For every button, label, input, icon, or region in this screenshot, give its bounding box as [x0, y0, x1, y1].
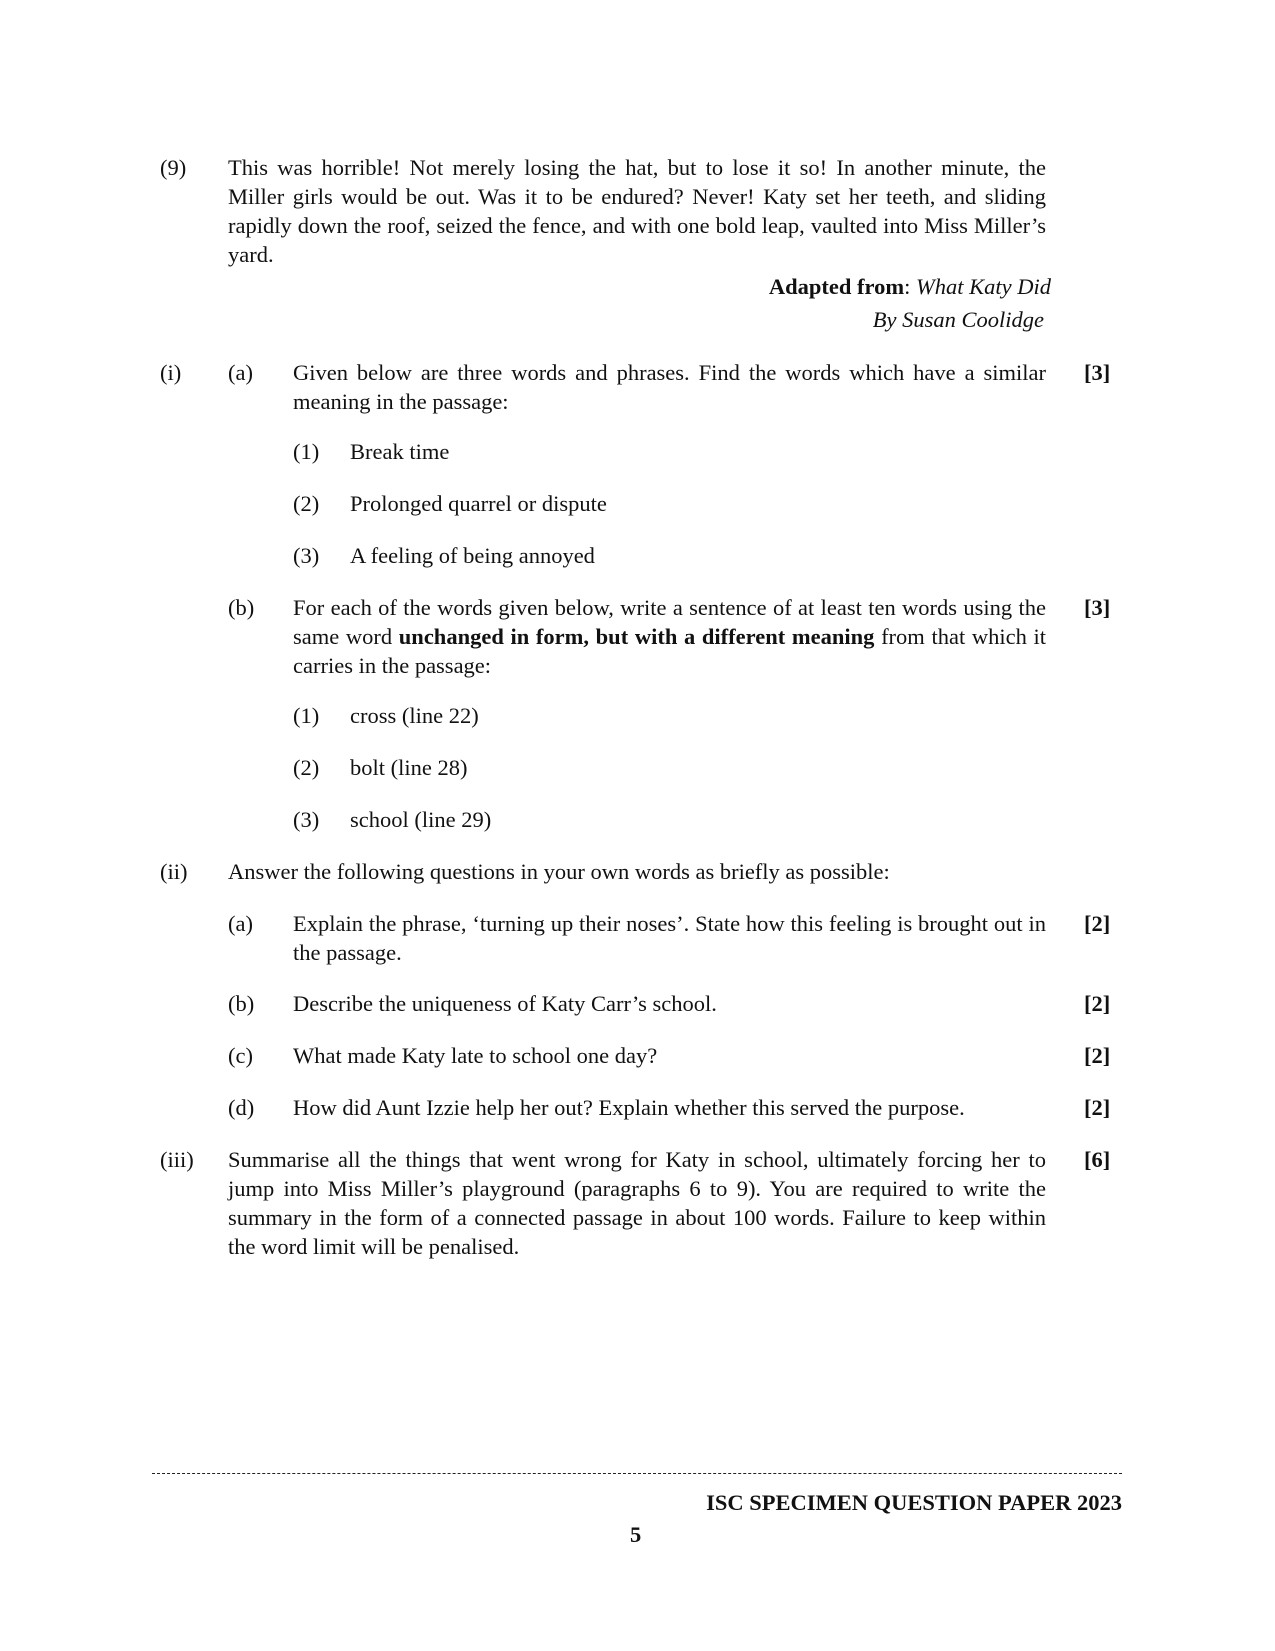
marks: [2] — [1084, 1095, 1111, 1120]
list-item-text: school (line 29) — [350, 807, 492, 832]
attribution-colon: : — [904, 274, 916, 299]
question-i-b-text-pre: For each of the words given below, write a sentence of at least ten words using the same word — [293, 595, 1046, 649]
marks-i-b: [3] — [1084, 595, 1111, 620]
subquestion-text: What made Katy late to school one day? — [293, 1043, 658, 1068]
subquestion-text: Explain the phrase, ‘turning up their noses’. State how this feeling is brought out in the passage. — [293, 911, 1046, 965]
attribution-label: Adapted from — [768, 274, 905, 299]
subquestion-label: (a) — [228, 911, 253, 936]
question-label-ii: (ii) — [160, 859, 188, 884]
paragraph-number: (9) — [160, 155, 187, 180]
attribution-author-line — [873, 303, 1044, 336]
marks-iii: [6] — [1084, 1147, 1111, 1172]
question-label-iii: (iii) — [160, 1147, 194, 1172]
list-item-number: (3) — [293, 543, 320, 568]
list-item-number: (1) — [293, 439, 320, 464]
attribution-author: By Susan Coolidge — [872, 307, 1044, 332]
list-item-number: (1) — [293, 703, 320, 728]
list-item-number: (3) — [293, 807, 320, 832]
list-item-text: Break time — [350, 439, 450, 464]
list-item-text: A feeling of being annoyed — [350, 543, 595, 568]
footer-title: ISC SPECIMEN QUESTION PAPER 2023 — [706, 1490, 1122, 1515]
list-item-text: Prolonged quarrel or dispute — [350, 491, 607, 516]
list-item-number: (2) — [293, 755, 320, 780]
subquestion-label: (d) — [228, 1095, 255, 1120]
marks: [2] — [1084, 1043, 1111, 1068]
question-label-i: (i) — [160, 360, 182, 385]
marks: [2] — [1084, 991, 1111, 1016]
subquestion-label-a: (a) — [228, 360, 253, 385]
attribution-title: What Katy Did — [916, 274, 1051, 299]
page-number: 5 — [630, 1522, 642, 1547]
marks-i-a: [3] — [1084, 360, 1111, 385]
marks: [2] — [1084, 911, 1111, 936]
subquestion-label: (c) — [228, 1043, 253, 1068]
question-iii-text: Summarise all the things that went wrong for Katy in school, ultimately forcing her to jump into Miss Miller’s playground (paragraphs 6 to 9). You are required to write the summary in the form of a connected passage in about 100 words. Failure to keep within the word limit will be penalised. — [228, 1147, 1046, 1259]
subquestion-text: How did Aunt Izzie help her out? Explain whether this served the purpose. — [293, 1095, 965, 1120]
question-ii-intro: Answer the following questions in your own words as briefly as possible: — [228, 859, 890, 884]
list-item-text: cross (line 22) — [350, 703, 479, 728]
question-i-b-text-post: from that which it carries in the passage: — [293, 624, 1047, 678]
subquestion-label: (b) — [228, 991, 255, 1016]
question-i-a-text: Given below are three words and phrases. Find the words which have a similar meaning in the passage: — [293, 360, 1046, 414]
question-i-b-text-bold: unchanged in form, but with a different meaning — [398, 624, 875, 649]
footer-divider — [152, 1473, 1122, 1474]
subquestion-label-b: (b) — [228, 595, 255, 620]
question-i-b-text — [293, 593, 1046, 680]
list-item-text: bolt (line 28) — [350, 755, 468, 780]
list-item-number: (2) — [293, 491, 320, 516]
passage-paragraph: This was horrible! Not merely losing the hat, but to lose it so! In another minute, the Miller girls would be out. Was it to be endured? Never! Katy set her teeth, and sliding rapidly down the roof, seized the fence, and with one bold leap, vaulted into Miss Miller’s yard. — [228, 155, 1046, 267]
attribution-line — [769, 270, 1051, 303]
subquestion-text: Describe the uniqueness of Katy Carr’s school. — [293, 991, 717, 1016]
